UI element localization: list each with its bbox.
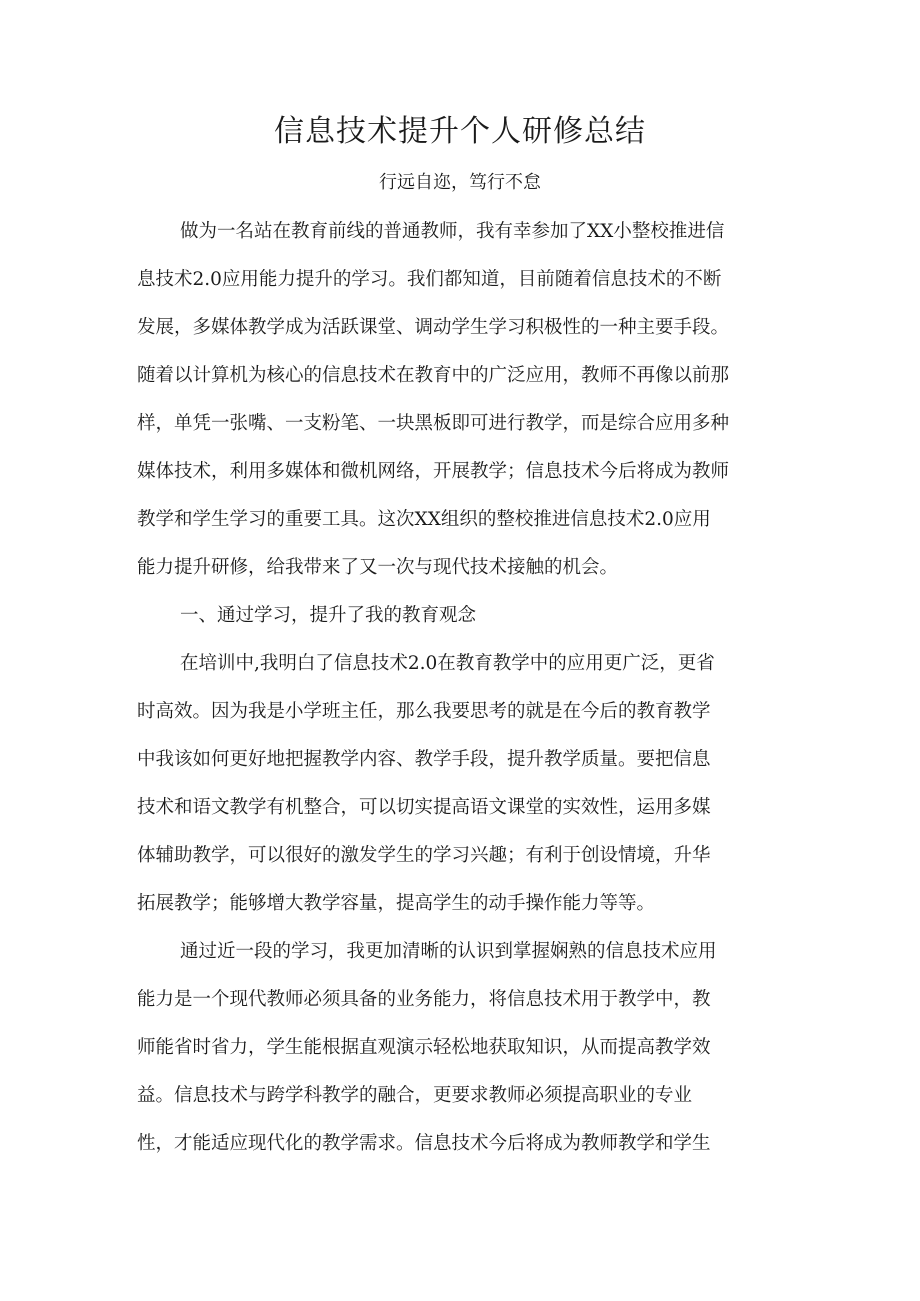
paragraph-line: 中我该如何更好地把握教学内容、教学手段，提升教学质量。要把信息 [137, 749, 711, 770]
paragraph-line: 师能省时省力，学生能根据直观演示轻松地获取知识，从而提高教学效 [137, 1037, 711, 1058]
paragraph-line: 通过近一段的学习，我更加清晰的认识到掌握娴熟的信息技术应用 [180, 941, 717, 962]
paragraph-line: 息技术2.0应用能力提升的学习。我们都知道，目前随着信息技术的不断 [137, 269, 722, 290]
paragraph-line: 能力提升研修，给我带来了又一次与现代技术接触的机会。 [137, 557, 619, 578]
paragraph-line: 体辅助教学，可以很好的激发学生的学习兴趣；有利于创设情境，升华 [137, 845, 711, 866]
paragraph-line: 媒体技术，利用多媒体和微机网络，开展教学；信息技术今后将成为教师 [137, 461, 730, 482]
paragraph-line: 益。信息技术与跨学科教学的融合，更要求教师必须提高职业的专业 [137, 1085, 693, 1106]
paragraph-line: 随着以计算机为核心的信息技术在教育中的广泛应用，教师不再像以前那 [137, 365, 730, 386]
paragraph-line: 做为一名站在教育前线的普通教师，我有幸参加了XX小整校推进信 [180, 221, 725, 242]
paragraph-line: 时高效。因为我是小学班主任，那么我要思考的就是在今后的教育教学 [137, 701, 711, 722]
document-subtitle: 行远自迩，笃行不怠 [379, 172, 541, 193]
paragraph-line: 样，单凭一张嘴、一支粉笔、一块黑板即可进行教学，而是综合应用多种 [137, 413, 730, 434]
paragraph-line: 教学和学生学习的重要工具。这次XX组织的整校推进信息技术2.0应用 [137, 509, 711, 530]
document-title: 信息技术提升个人研修总结 [274, 114, 646, 149]
paragraph-line: 性，才能适应现代化的教学需求。信息技术今后将成为教师教学和学生 [137, 1133, 711, 1154]
section-heading: 一、通过学习，提升了我的教育观念 [180, 605, 477, 626]
paragraph-line: 拓展教学；能够增大教学容量，提高学生的动手操作能力等等。 [137, 893, 656, 914]
paragraph-line: 技术和语文教学有机整合，可以切实提高语文课堂的实效性，运用多媒 [137, 797, 711, 818]
paragraph-line: 发展，多媒体教学成为活跃课堂、调动学生学习积极性的一种主要手段。 [137, 317, 730, 338]
paragraph-line: 在培训中,我明白了信息技术2.0在教育教学中的应用更广泛，更省 [180, 653, 715, 674]
paragraph-line: 能力是一个现代教师必须具备的业务能力，将信息技术用于教学中，教 [137, 989, 711, 1010]
